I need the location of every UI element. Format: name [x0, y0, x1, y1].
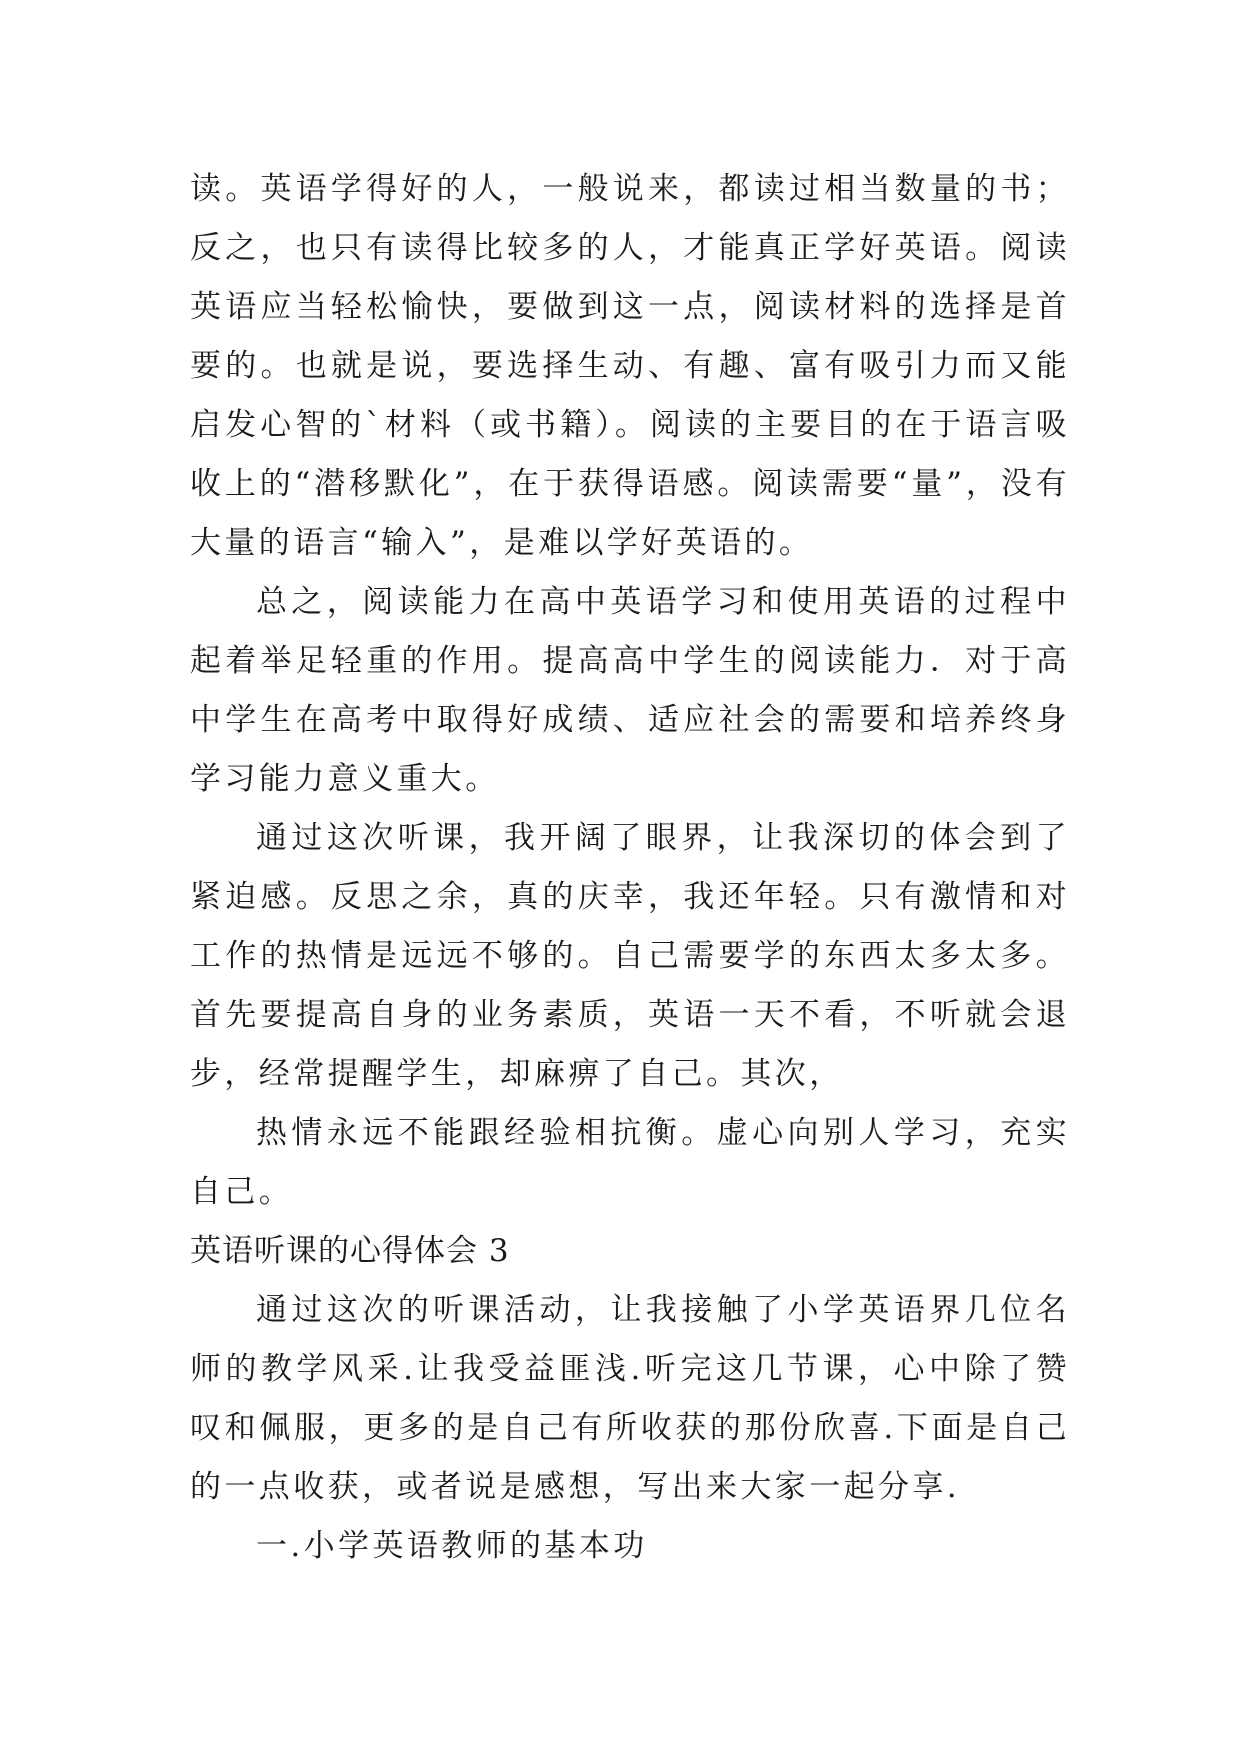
paragraph-summary: 总之，阅读能力在高中英语学习和使用英语的过程中起着举足轻重的作用。提高高中学生的阅读能力．对于高中学生在高考中取得好成绩、适应社会的需要和培养终身学习能力意义重大。 [190, 584, 1070, 797]
paragraph-reflection: 通过这次听课，我开阔了眼界，让我深切的体会到了紧迫感。反思之余，真的庆幸，我还年轻。只有激情和对工作的热情是远远不够的。自己需要学的东西太多太多。首先要提高自身的业务素质，英语一天不看，不听就会退步，经常提醒学生，却麻痹了自己。其次， [190, 820, 1070, 1092]
document-body [190, 160, 1070, 1576]
paragraph-experience: 热情永远不能跟经验相抗衡。虚心向别人学习，充实自己。 [190, 1115, 1070, 1210]
paragraph-lesson-activity: 通过这次的听课活动，让我接触了小学英语界几位名师的教学风采.让我受益匪浅.听完这几节课，心中除了赞叹和佩服，更多的是自己有所收获的那份欣喜.下面是自己的一点收获，或者说是感想，写出来大家一起分享. [190, 1292, 1070, 1505]
paragraph-basic-skills-heading: 一.小学英语教师的基本功 [256, 1528, 648, 1564]
section-title: 英语听课的心得体会 3 [190, 1233, 510, 1269]
paragraph-reading: 读。英语学得好的人，一般说来，都读过相当数量的书；反之，也只有读得比较多的人，才能真正学好英语。阅读英语应当轻松愉快，要做到这一点，阅读材料的选择是首要的。也就是说，要选择生动、有趣、富有吸引力而又能启发心智的`材料（或书籍）。阅读的主要目的在于语言吸收上的“潜移默化”，在于获得语感。阅读需要“量”，没有大量的语言“输入”，是难以学好英语的。 [190, 171, 1070, 561]
